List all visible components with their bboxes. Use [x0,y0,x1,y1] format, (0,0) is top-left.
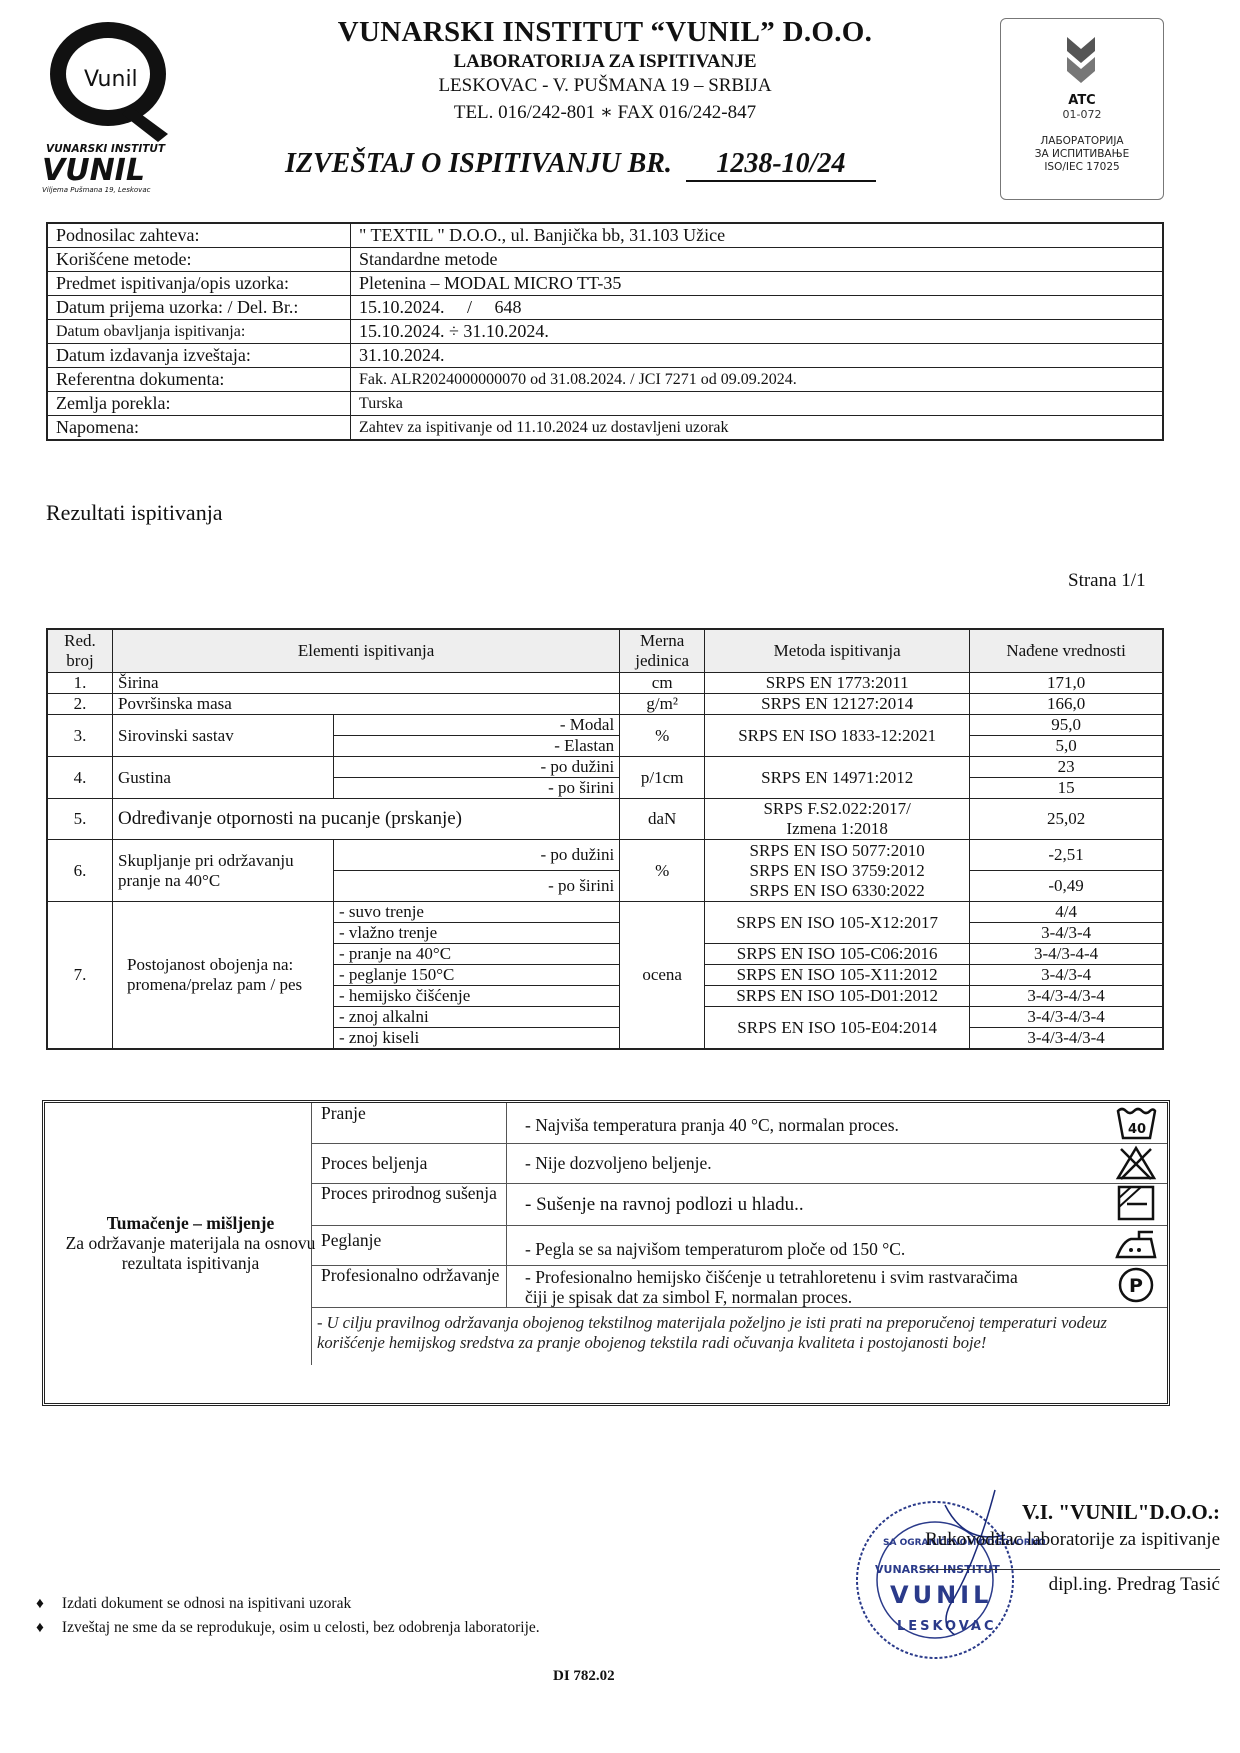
results-table [46,628,1164,1050]
info-row [47,416,1163,441]
atc-emblem-icon [1057,29,1107,89]
interpretation-title: Tumačenje – mišljenje [106,1213,275,1233]
interpretation-title-block [63,1213,318,1273]
svg-text:Vunil: Vunil [84,67,138,92]
header-unit: Merna jedinica [620,629,705,673]
dry-clean-p-icon [1115,1267,1157,1303]
info-row [47,248,1163,272]
svg-text:P: P [1129,1275,1143,1297]
info-value: Zahtev za ispitivanje od 11.10.2024 uz dostavljeni uzorak [351,416,1164,441]
info-label: Datum prijema uzorka: / Del. Br.: [47,296,351,320]
results-header [47,629,1163,673]
footer-note: ♦ Izveštaj ne sme da se reprodukuje, osim u celosti, bez odobrenja laboratorije. [36,1619,540,1636]
table-row: 6. Skupljanje pri održavanju pranje na 40°C - po dužini % SRPS EN ISO 5077:2010 SRPS EN ISO 3759:2012 SRPS EN ISO 6330:2022 -2,51 [47,840,1163,871]
info-label: Podnosilac zahteva: [47,223,351,248]
signature-company: V.I. "VUNIL"D.O.O.: [1022,1500,1220,1524]
svg-text:Viljema Pušmana 19, Leskovac: Viljema Pušmana 19, Leskovac [42,186,151,194]
header-no: Red. broj [47,629,113,673]
svg-text:LESKOVAC: LESKOVAC [897,1619,997,1634]
info-value: Standardne metode [351,248,1164,272]
info-value: 31.10.2024. [351,344,1164,368]
info-value: Pletenina – MODAL MICRO TT-35 [351,272,1164,296]
table-row: 2. Površinska masa g/m² SRPS EN 12127:2014 166,0 [47,694,1163,715]
no-bleach-icon [1115,1145,1157,1181]
care-row-washing [311,1103,1167,1144]
interpretation-subtitle: Za održavanje materijala na osnovu rezultata ispitivanja [65,1233,316,1273]
info-label: Zemlja porekla: [47,392,351,416]
care-label: Proces beljenja [311,1143,507,1183]
table-row: 1. Širina cm SRPS EN 1773:2011 171,0 [47,673,1163,694]
info-value: 15.10.2024. ÷ 31.10.2024. [351,320,1164,344]
vunil-logo [40,14,180,194]
table-row: 7. Postojanost obojenja na: promena/prelaz pam / pes - suvo trenje ocena SRPS EN ISO 105-X12:2017 4/4 [47,902,1163,923]
table-row: - po širini 15 [47,778,1163,799]
info-row [47,368,1163,392]
atc-line2: ЗА ИСПИТИВАЊЕ [1034,148,1130,160]
address: LESKOVAC - V. PUŠMANA 19 – SRBIJA [438,75,772,96]
signature-block [920,1500,1220,1596]
table-row: - znoj kiseli 3-4/3-4/3-4 [47,1028,1163,1050]
report-number: 1238-10/24 [686,148,876,182]
report-title [285,148,876,182]
info-label: Datum izdavanja izveštaja: [47,344,351,368]
document-code: DI 782.02 [553,1668,615,1684]
institute-name: VUNARSKI INSTITUT “VUNIL” D.O.O. [337,16,873,48]
care-row-ironing [311,1225,1167,1266]
header-value: Nađene vrednosti [970,629,1163,673]
info-row [47,296,1163,320]
info-value: Fak. ALR2024000000070 od 31.08.2024. / JCI 7271 od 09.09.2024. [351,368,1164,392]
dry-flat-shade-icon [1115,1185,1157,1221]
care-label: Profesionalno održavanje [311,1265,507,1307]
care-text: - Najviša temperatura pranja 40 °C, normalan proces. [525,1115,899,1135]
svg-text:VUNARSKI INSTITUT: VUNARSKI INSTITUT [46,143,166,155]
info-label: Predmet ispitivanja/opis uzorka: [47,272,351,296]
atc-line3: ISO/IEC 17025 [1044,161,1120,173]
care-label: Proces prirodnog sušenja [311,1183,507,1225]
footer-note: ♦ Izdati dokument se odnosi na ispitivani uzorak [36,1595,352,1612]
info-row [47,223,1163,248]
info-row [47,320,1163,344]
care-row-professional [311,1265,1167,1308]
svg-text:VUNIL: VUNIL [42,153,145,188]
care-text: - Pegla se sa najvišom temperaturom ploče od 150 °C. [525,1239,906,1259]
care-text: - Sušenje na ravnoj podlozi u hladu.. [525,1194,804,1215]
svg-text:40: 40 [1128,1122,1147,1137]
info-value: Turska [351,392,1164,416]
svg-text:VUNIL: VUNIL [890,1581,993,1609]
lab-name: LABORATORIJA ZA ISPITIVANJE [453,51,757,72]
atc-line1: ЛАБОРАТОРИЈА [1040,135,1124,147]
svg-text:VUNARSKI INSTITUT: VUNARSKI INSTITUT [875,1563,1000,1576]
care-row-bleaching [311,1143,1167,1184]
accreditation-badge [1000,18,1164,200]
info-label: Datum obavljanja ispitivanja: [47,320,351,344]
footer-notes [36,1592,540,1640]
section-title: Rezultati ispitivanja [46,500,223,525]
info-label: Korišćene metode: [47,248,351,272]
header-block [270,16,940,124]
atc-name: ATC [1068,93,1096,108]
table-row: - znoj alkalni SRPS EN ISO 105-E04:2014 3-4/3-4/3-4 [47,1007,1163,1028]
signature-role: Rukovodilac laboratorije za ispitivanje [925,1529,1220,1550]
table-row: - po širini -0,49 [47,871,1163,902]
header-element: Elementi ispitivanja [113,629,620,673]
table-row: - peglanje 150°C SRPS EN ISO 105-X11:2012 3-4/3-4 [47,965,1163,986]
interpretation-box [42,1100,1170,1406]
care-note: - U cilju pravilnog održavanja obojenog tekstilnog materijala poželjno je isti prati na preporučenoj temperaturi vodeuz korišćenje hemijskog sredstva za pranje obojenog tekstila radi očuvanja kvaliteta i postojanosti boje! [317,1313,1107,1352]
care-label: Peglanje [311,1225,507,1265]
table-row: 4. Gustina - po dužini p/1cm SRPS EN 14971:2012 23 [47,757,1163,778]
page-number: Strana 1/1 [1068,570,1146,591]
signature-name: dipl.ing. Predrag Tasić [920,1569,1220,1596]
care-text: - Profesionalno hemijsko čišćenje u tetrahloretenu i svim rastvaračima čiji je spisak dat za simbol F, normalan proces. [525,1267,1018,1307]
header-method: Metoda ispitivanja [705,629,970,673]
care-text: - Nije dozvoljeno beljenje. [525,1153,712,1173]
info-row [47,344,1163,368]
table-row: 3. Sirovinski sastav - Modal % SRPS EN ISO 1833-12:2021 95,0 [47,715,1163,736]
table-row: - hemijsko čišćenje SRPS EN ISO 105-D01:2012 3-4/3-4/3-4 [47,986,1163,1007]
info-row [47,392,1163,416]
table-row: - vlažno trenje 3-4/3-4 [47,923,1163,944]
atc-code: 01-072 [1062,108,1102,121]
care-label: Pranje [311,1103,507,1143]
svg-text:SA OGRANIČENOM ODGOVORNOŠĆU: SA OGRANIČENOM ODGOVORNO [883,1538,1045,1548]
table-row: - Elastan 5,0 [47,736,1163,757]
phone-fax: TEL. 016/242-801 ∗ FAX 016/242-847 [453,102,757,123]
info-label: Referentna dokumenta: [47,368,351,392]
table-row: 5. Određivanje otpornosti na pucanje (prskanje) daN SRPS F.S2.022:2017/ Izmena 1:2018 25,02 [47,799,1163,840]
care-row-drying [311,1183,1167,1226]
table-row: - pranje na 40°C SRPS EN ISO 105-C06:2016 3-4/3-4-4 [47,944,1163,965]
info-label: Napomena: [47,416,351,441]
info-value: 15.10.2024. / 648 [351,296,1164,320]
iron-icon [1115,1227,1157,1263]
report-info-table [46,222,1164,441]
info-value: " TEXTIL " D.O.O., ul. Banjička bb, 31.103 Užice [351,223,1164,248]
report-label: IZVEŠTAJ O ISPITIVANJU BR. [285,148,672,179]
wash-40-icon [1115,1105,1157,1141]
info-row [47,272,1163,296]
